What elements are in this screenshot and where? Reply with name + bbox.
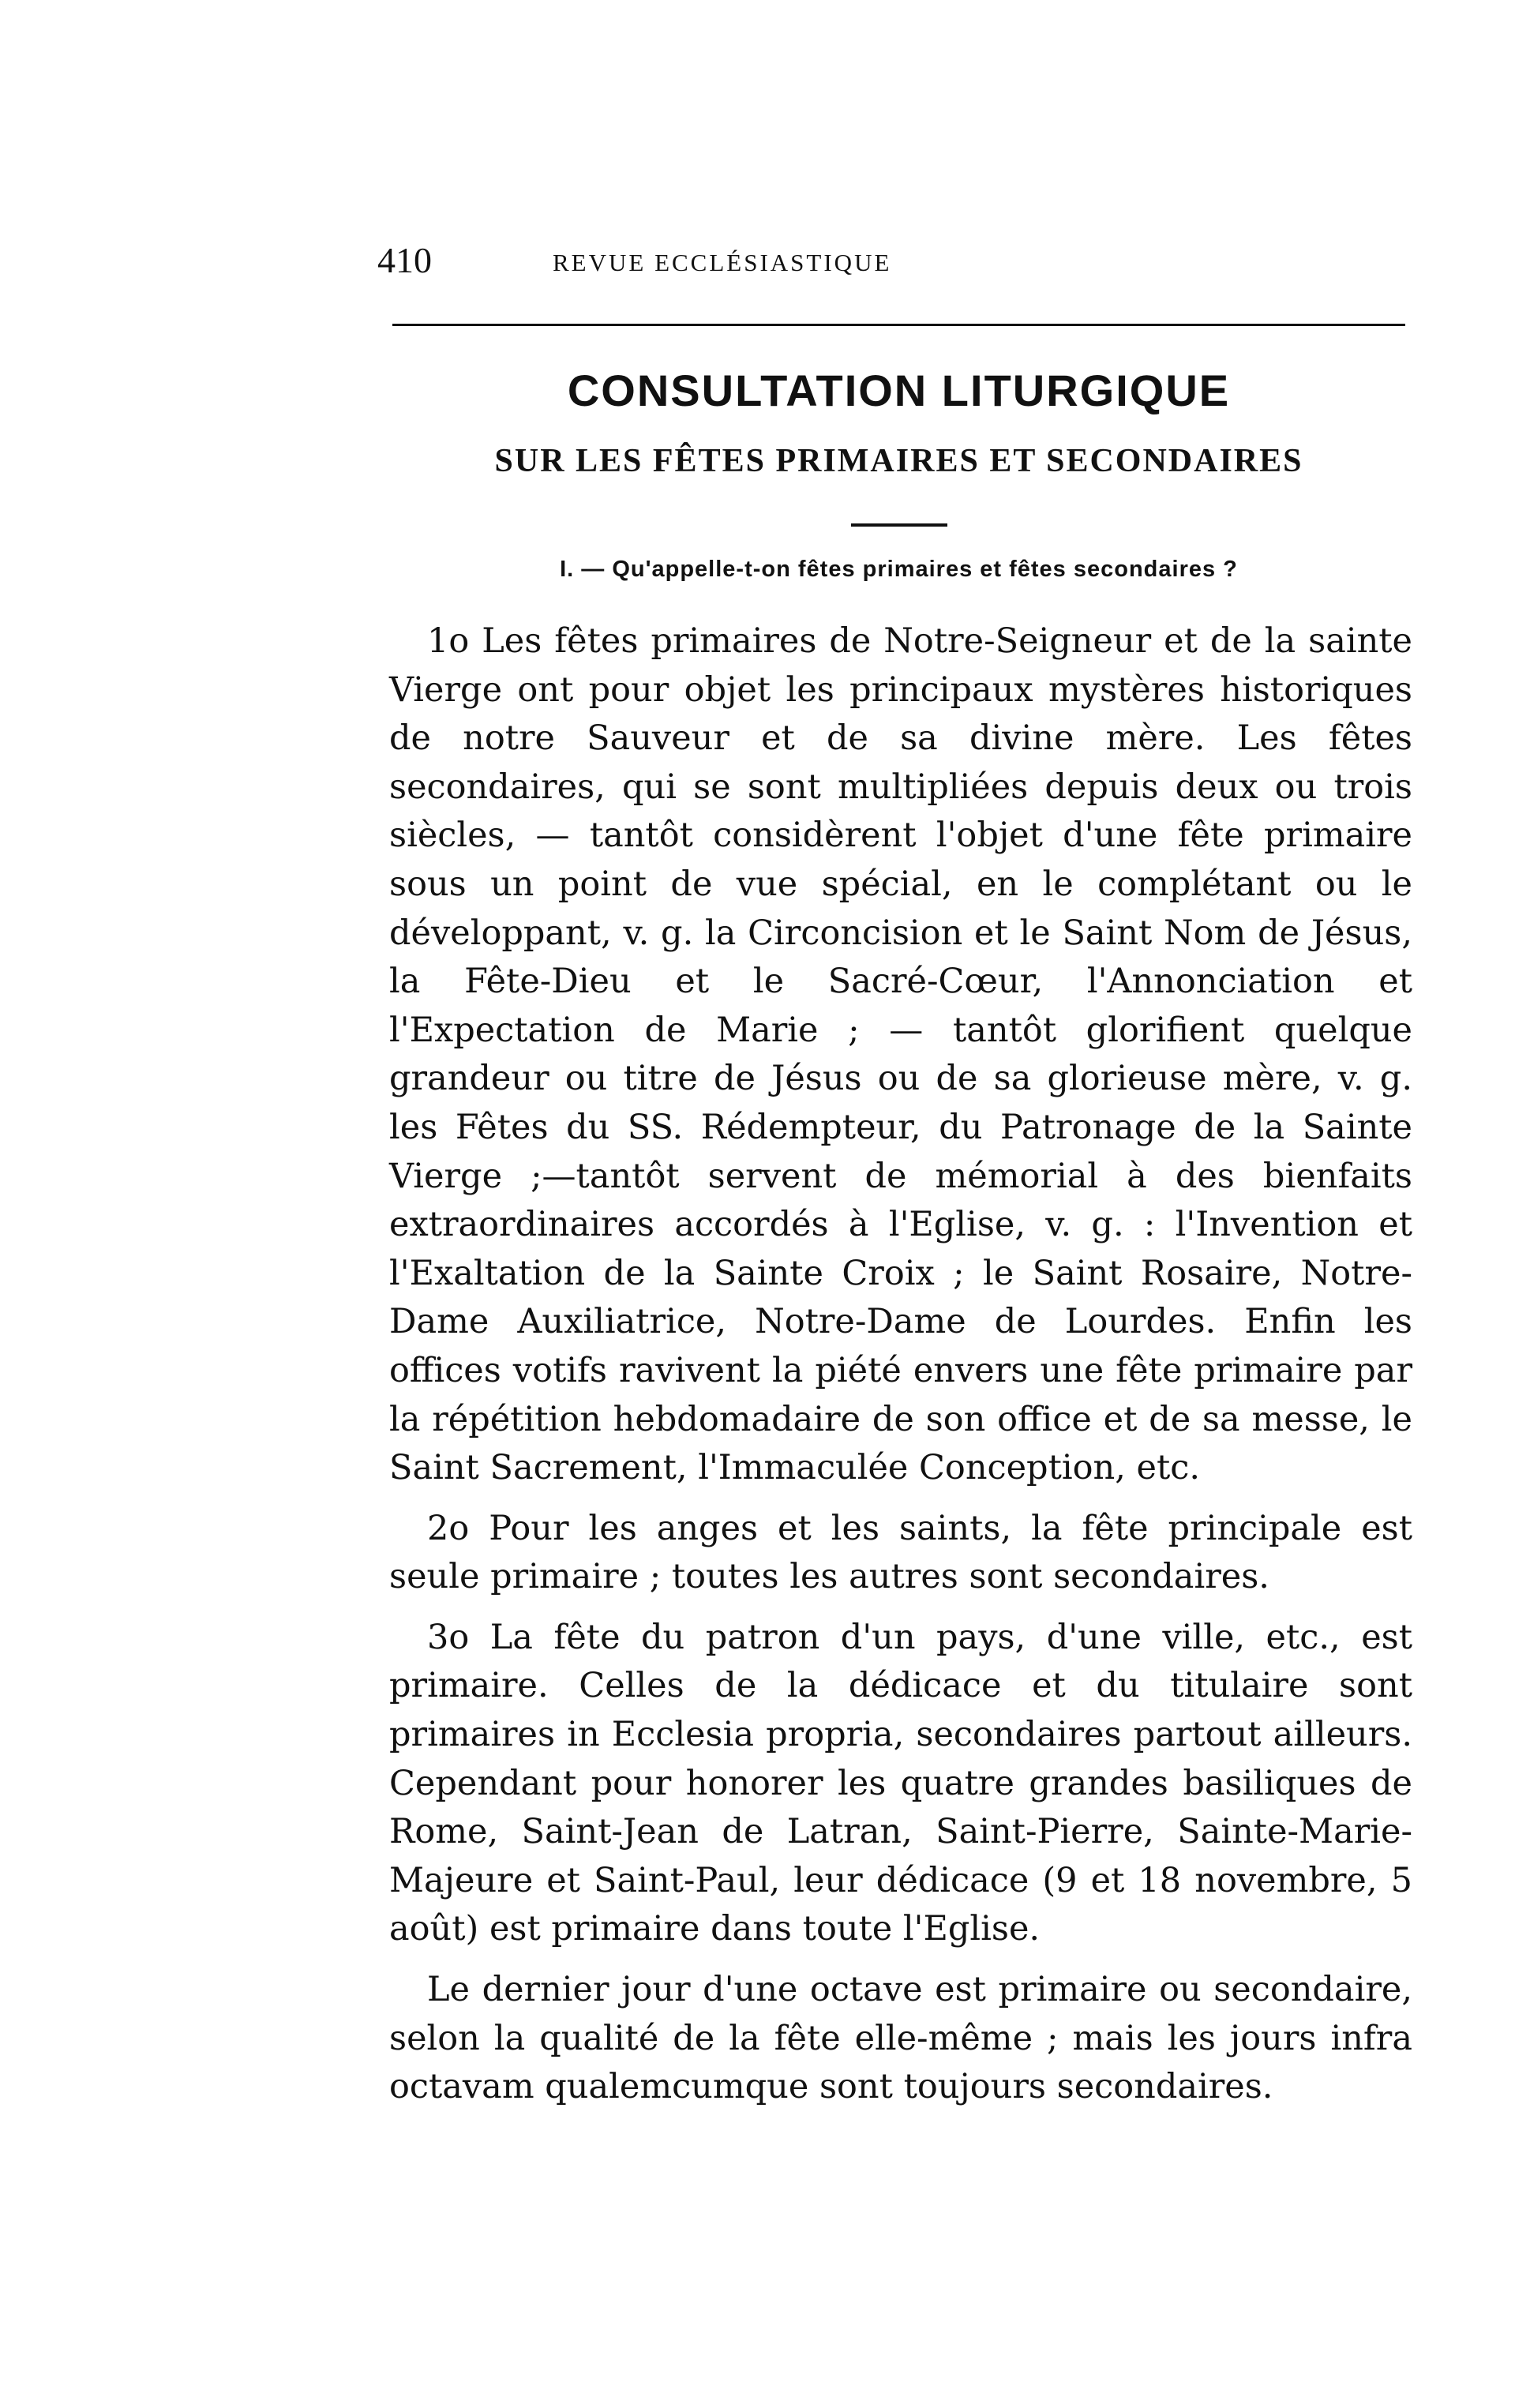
title-separator-rule [851, 523, 947, 527]
paragraph-4: Le dernier jour d'une octave est primaire ou secondaire, selon la qualité de la fête elle-même ; mais les jours infra octavam qualemcumque sont toujours secondaires. [389, 1970, 1412, 2107]
paragraph-1: 1o Les fêtes primaires de Notre-Seigneur et de la sainte Vierge ont pour objet les principaux mystères historiques de notre Sauveur et de sa divine mère. Les fêtes secondaires, qui se sont multipliées depuis deux ou trois siècles, — tantôt considèrent l'objet d'une fête primaire sous un point de vue spécial, en le complétant ou le développant, v. g. la Circoncision et le Saint Nom de Jésus, la Fête-Dieu et le Sacré-Cœur, l'Annonciation et l'Expectation de Marie ; — tantôt glorifient quelque grandeur ou titre de Jésus ou de sa glorieuse mère, v. g. les Fêtes du SS. Rédempteur, du Patronage de la Sainte Vierge ;—tantôt servent de mémorial à des bienfaits extraordinaires accordés à l'Eglise, v. g. : l'Invention et l'Exaltation de la Sainte Croix ; le Saint Rosaire, Notre-Dame Auxiliatrice, Notre-Dame de Lourdes. Enfin les offices votifs ravivent la piété envers une fête primaire par la répétition hebdomadaire de son office et de sa messe, le Saint Sacrement, l'Immaculée Conception, etc. [389, 621, 1412, 1488]
running-title: REVUE ECCLÉSIASTIQUE [553, 249, 892, 276]
article-body [389, 617, 1412, 2112]
header-rule [392, 324, 1405, 326]
article-title: CONSULTATION LITURGIQUE [567, 366, 1231, 415]
article-subtitle: SUR LES FÊTES PRIMAIRES ET SECONDAIRES [494, 443, 1303, 479]
section-question: I. — Qu'appelle-t-on fêtes primaires et fêtes secondaires ? [560, 557, 1238, 582]
paragraph-2: 2o Pour les anges et les saints, la fête principale est seule primaire ; toutes les autres sont secondaires. [389, 1508, 1412, 1597]
page-number: 410 [377, 240, 432, 280]
paragraph-3: 3o La fête du patron d'un pays, d'une ville, etc., est primaire. Celles de la dédicace et du titulaire sont primaires in Ecclesia propria, secondaires partout ailleurs. Cependant pour honorer les quatre grandes basiliques de Rome, Saint-Jean de Latran, Saint-Pierre, Sainte-Marie-Majeure et Saint-Paul, leur dédicace (9 et 18 novembre, 5 août) est primaire dans toute l'Eglise. [389, 1617, 1412, 1949]
